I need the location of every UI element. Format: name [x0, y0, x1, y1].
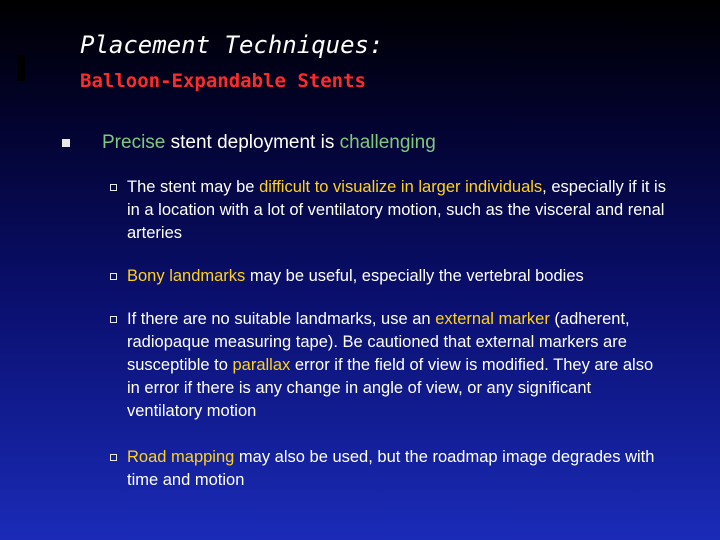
text-segment: If there are no suitable landmarks, use an	[127, 310, 436, 328]
sub-bullet-text	[127, 265, 670, 288]
square-bullet-icon	[62, 139, 70, 147]
highlight-bony-landmarks: Bony landmarks	[127, 267, 246, 285]
sub-bullet-text	[127, 446, 670, 492]
hollow-square-bullet-icon	[110, 273, 117, 280]
highlight-precise: Precise	[102, 132, 166, 153]
text-segment: , especially if it is in a location with a lot of ventilatory motion, such as the visceral and renal arteries	[127, 178, 666, 242]
text-segment: error if the field of view is modified. They are also in error if there is any change in angle of view, or any significant ventilatory motion	[127, 356, 654, 420]
highlight-difficult-to-visualize: difficult to visualize in larger individuals	[259, 178, 543, 196]
main-bullet-text	[102, 130, 436, 156]
hollow-square-bullet-icon	[110, 316, 117, 323]
text-segment: The stent may be	[127, 178, 260, 196]
main-bullet-mid: stent deployment is	[165, 132, 340, 153]
slide-subtitle: Balloon-Expandable Stents	[80, 70, 366, 92]
highlight-external-marker: external marker	[435, 310, 550, 328]
text-segment: may be useful, especially the vertebral bodies	[245, 267, 584, 285]
text-segment: (adherent, radiopaque measuring tape). Be cautioned that external markers are susceptible to	[127, 310, 630, 374]
sub-bullet-road-mapping	[110, 446, 670, 492]
sub-bullet-bony-landmarks	[110, 265, 670, 288]
slide-title: Placement Techniques:	[80, 31, 384, 59]
highlight-parallax: parallax	[232, 356, 291, 374]
sub-bullet-text	[127, 308, 670, 423]
highlight-challenging: challenging	[339, 132, 436, 153]
sub-bullet-visualize	[110, 176, 670, 245]
hollow-square-bullet-icon	[110, 184, 117, 191]
text-segment: may also be used, but the roadmap image degrades with time and motion	[127, 448, 655, 489]
hollow-square-bullet-icon	[110, 454, 117, 461]
sub-bullet-external-marker	[110, 308, 670, 423]
highlight-road-mapping: Road mapping	[127, 448, 235, 466]
title-accent-bar	[17, 55, 25, 81]
sub-bullet-text	[127, 176, 670, 245]
